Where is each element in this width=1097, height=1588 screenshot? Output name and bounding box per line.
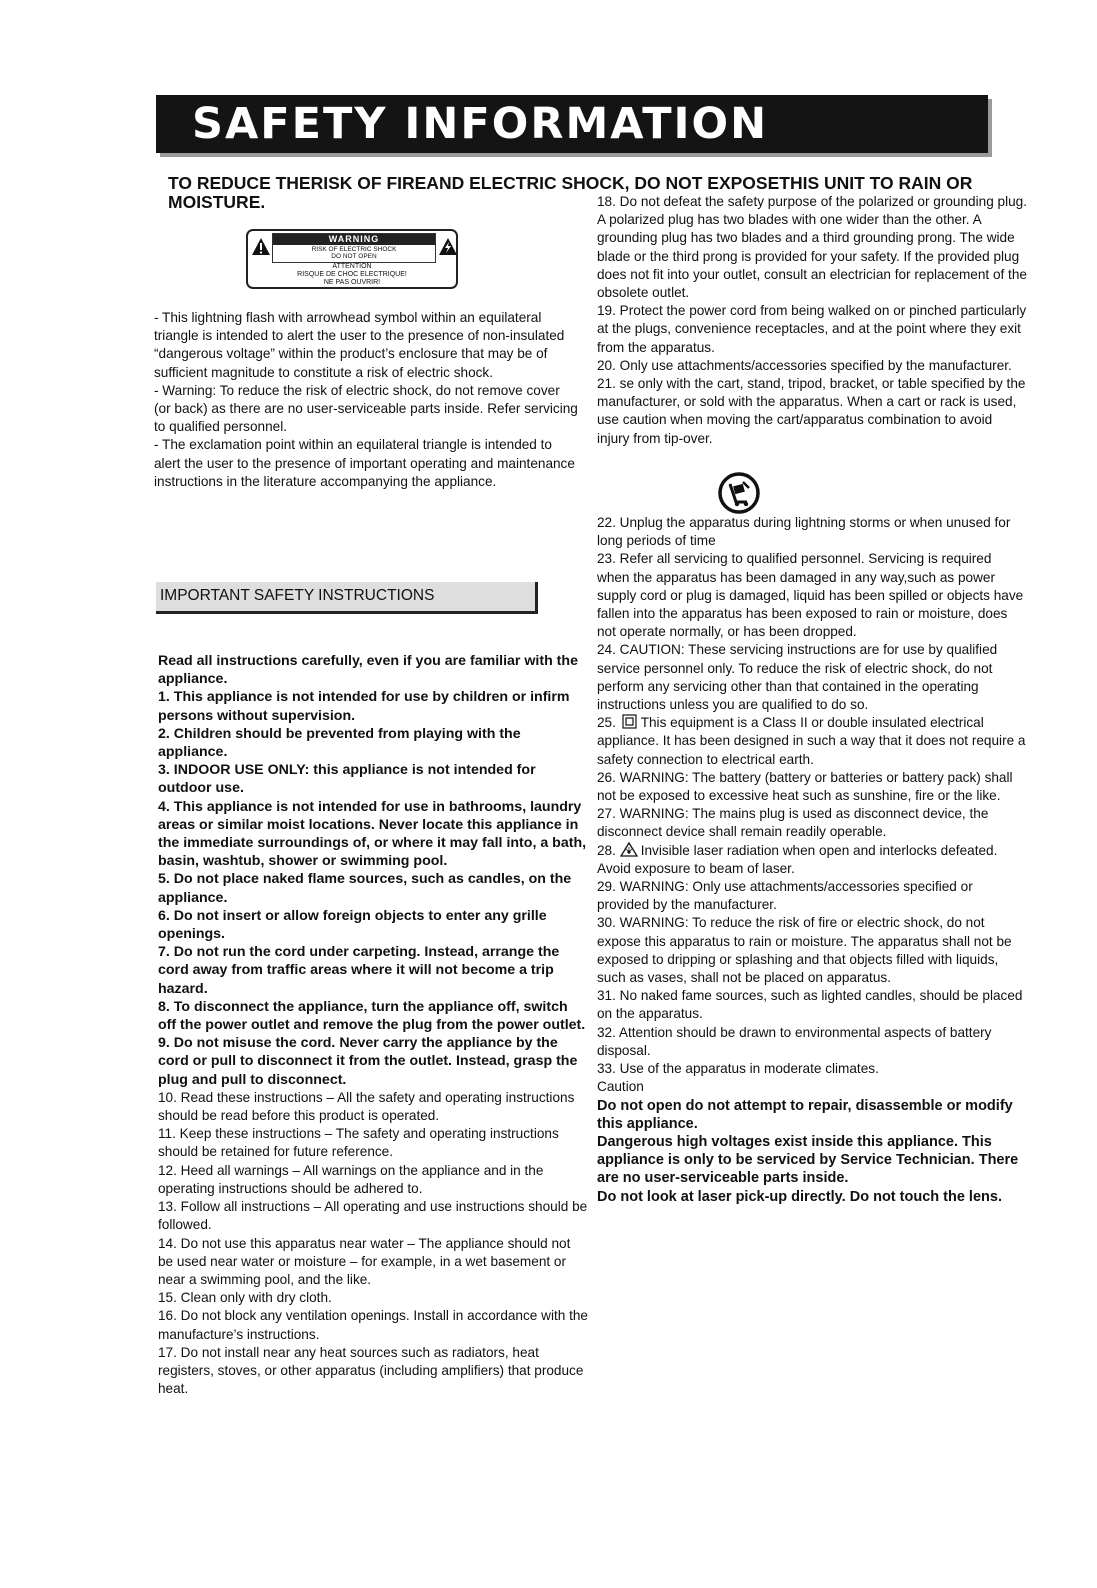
instruction-number: 25.	[597, 715, 616, 731]
instruction-item: 6. Do not insert or allow foreign objects to enter any grille openings.	[158, 907, 547, 943]
warning-attention: ATTENTION	[332, 263, 372, 270]
instruction-item: 8. To disconnect the appliance, turn the appliance off, switch off the power outlet and remove the plug from the power outlet.	[158, 998, 586, 1034]
caution-label: Caution	[597, 1079, 644, 1095]
instruction-number: 28.	[597, 842, 616, 858]
page-title: SAFETY INFORMATION	[192, 99, 769, 149]
instruction-item: 17. Do not install near any heat sources such as radiators, heat registers, stoves, or other apparatus (including amplifiers) that produce heat.	[158, 1344, 584, 1397]
caution-line: Do not look at laser pick-up directly. Do not touch the lens.	[597, 1188, 1002, 1205]
instruction-item: 18. Do not defeat the safety purpose of the polarized or grounding plug. A polarized plug has two blades with one wider than the other. A grounding plug has two blades and a third grounding prong. The wide blade or the third prong is provided for your safety. If the provided plug does not fit into your outlet, consult an electrician for replacement of the obsolete outlet.	[597, 194, 1028, 301]
safety-banner	[156, 95, 988, 153]
instruction-item: 13. Follow all instructions – All operating and use instructions should be followed.	[158, 1199, 588, 1233]
instruction-list-left	[158, 652, 588, 1398]
headline-warning: TO REDUCE THERISK OF FIREAND ELECTRIC SHOCK, DO NOT EXPOSETHIS UNIT TO RAIN OR MOISTURE.	[168, 173, 973, 212]
instruction-item: 29. WARNING: Only use attachments/accessories specified or provided by the manufacturer.	[597, 879, 973, 913]
instruction-list-right-bottom	[597, 514, 1027, 1206]
instruction-text: This equipment is a Class II or double insulated electrical appliance. It has been designed in such a way that it does not require a safety connection to electrical earth.	[597, 715, 1026, 767]
instruction-item: 19. Protect the power cord from being walked on or pinched particularly at the plugs, convenience receptacles, and at the point where they exit from the apparatus.	[597, 303, 1027, 355]
instruction-item: 7. Do not run the cord under carpeting. Instead, arrange the cord away from traffic areas where it will not become a trip hazard.	[158, 944, 560, 997]
section-heading: IMPORTANT SAFETY INSTRUCTIONS	[160, 587, 435, 604]
symbol-note: - This lightning flash with arrowhead symbol within an equilateral triangle is intended to alert the user to the presence of non-insulated “dangerous voltage” within the product’s enclosure that may be of sufficient magnitude to constitute a risk of electric shock.	[154, 310, 565, 380]
instruction-item: 30. WARNING: To reduce the risk of fire or electric shock, do not expose this apparatus to rain or moisture. The apparatus shall not be exposed to dripping or splashing and that objects filled with liquids, such as vases, shall not be placed on apparatus.	[597, 915, 1012, 986]
instruction-item: 21. se only with the cart, stand, tripod, bracket, or table specified by the manufacturer, or sold with the apparatus. When a cart or rack is used, use caution when moving the cart/apparatus combination to avoid injury from tip-over.	[597, 376, 1026, 446]
laser-warning-icon	[620, 842, 638, 857]
instruction-list-right-top	[597, 193, 1027, 448]
instruction-item: 2. Children should be prevented from playing with the appliance.	[158, 725, 521, 761]
instruction-item	[597, 842, 1027, 878]
instruction-item: 11. Keep these instructions – The safety and operating instructions should be retained for future reference.	[158, 1126, 559, 1160]
symbol-notes	[154, 309, 579, 491]
warning-line1: RISK OF ELECTRIC SHOCK	[311, 246, 397, 253]
instruction-item: 32. Attention should be drawn to environmental aspects of battery disposal.	[597, 1024, 992, 1058]
warning-french1: RISQUE DE CHOC ELECTRIQUE!	[297, 271, 407, 278]
instruction-item: 4. This appliance is not intended for use in bathrooms, laundry areas or similar moist locations. Never locate this appliance in the immediate surroundings of, or where it may fall into, a bath, basin, washtub, shower or swimming pool.	[158, 798, 587, 870]
warning-line2: DO NOT OPEN	[331, 253, 377, 260]
warning-inner-box	[272, 233, 436, 263]
instruction-item: 3. INDOOR USE ONLY: this appliance is not intended for outdoor use.	[158, 762, 536, 797]
instruction-item: 26. WARNING: The battery (battery or batteries or battery pack) shall not be exposed to excessive heat such as sunshine, fire or the like.	[597, 769, 1013, 804]
instruction-item: 16. Do not block any ventilation openings. Install in accordance with the manufacture’s instructions.	[158, 1308, 588, 1342]
instruction-item: 33. Use of the apparatus in moderate climates.	[597, 1061, 879, 1077]
instruction-item: 23. Refer all servicing to qualified personnel. Servicing is required when the apparatus has been damaged in any way,such as power supply cord or plug is damaged, liquid has been spilled or objects have fallen into the apparatus has been exposed to rain or moisture, does not operate normally, or has been dropped.	[597, 551, 1024, 640]
instruction-item: 20. Only use attachments/accessories specified by the manufacturer.	[597, 357, 1012, 373]
warning-label	[246, 229, 458, 289]
symbol-note: - The exclamation point within an equilateral triangle is intended to alert the user to the presence of important operating and maintenance instructions in the literature accompanying the appliance.	[154, 437, 575, 489]
instruction-item: Read all instructions carefully, even if you are familiar with the appliance.	[158, 653, 578, 688]
instruction-item: 12. Heed all warnings – All warnings on the appliance and in the operating instructions should be adhered to.	[158, 1162, 544, 1196]
instruction-item: 24. CAUTION: These servicing instructions are for use by qualified service personnel only. To reduce the risk of electric shock, do not perform any servicing other than that contained in the operating instructions unless you are qualified to do so.	[597, 642, 998, 713]
caution-line: Do not open do not attempt to repair, disassemble or modify this appliance.	[597, 1097, 1013, 1132]
lightning-triangle-icon	[438, 237, 458, 256]
instruction-item: 10. Read these instructions – All the safety and operating instructions should be read before this product is operated.	[158, 1089, 575, 1124]
instruction-item: 27. WARNING: The mains plug is used as disconnect device, the disconnect device shall remain readily operable.	[597, 806, 989, 840]
instruction-item: 15. Clean only with dry cloth.	[158, 1290, 332, 1306]
warning-french2: NE PAS OUVRIR!	[323, 279, 381, 286]
instruction-item: 1. This appliance is not intended for use by children or infirm persons without supervision.	[158, 689, 570, 724]
instruction-item: 31. No naked fame sources, such as lighted candles, should be placed on the apparatus.	[597, 988, 1023, 1022]
caution-line: Dangerous high voltages exist inside this appliance. This appliance is only to be serviced by Service Technician. There are no user-serviceable parts inside.	[597, 1133, 1019, 1187]
class-ii-icon	[620, 714, 638, 729]
exclamation-triangle-icon	[251, 237, 271, 256]
instruction-item: 22. Unplug the apparatus during lightning storms or when unused for long periods of time	[597, 515, 1011, 549]
symbol-note: - Warning: To reduce the risk of electric shock, do not remove cover (or back) as there are no user-serviceable parts inside. Refer servicing to qualified personnel.	[154, 382, 578, 435]
warning-title: WARNING	[273, 234, 435, 245]
section-heading-box	[156, 582, 538, 614]
instruction-text: Invisible laser radiation when open and interlocks defeated. Avoid exposure to beam of laser.	[597, 842, 998, 876]
instruction-item: 5. Do not place naked flame sources, such as candles, on the appliance.	[158, 871, 572, 906]
instruction-item: 9. Do not misuse the cord. Never carry the appliance by the cord or pull to disconnect it from the outlet. Instead, grasp the plug and pull to disconnect.	[158, 1035, 578, 1088]
instruction-item	[597, 714, 1027, 769]
instruction-item: 14. Do not use this apparatus near water – The appliance should not be used near water or moisture – for example, in a wet basement or near a swimming pool, and the like.	[158, 1235, 571, 1287]
cart-tip-over-icon	[717, 472, 761, 514]
